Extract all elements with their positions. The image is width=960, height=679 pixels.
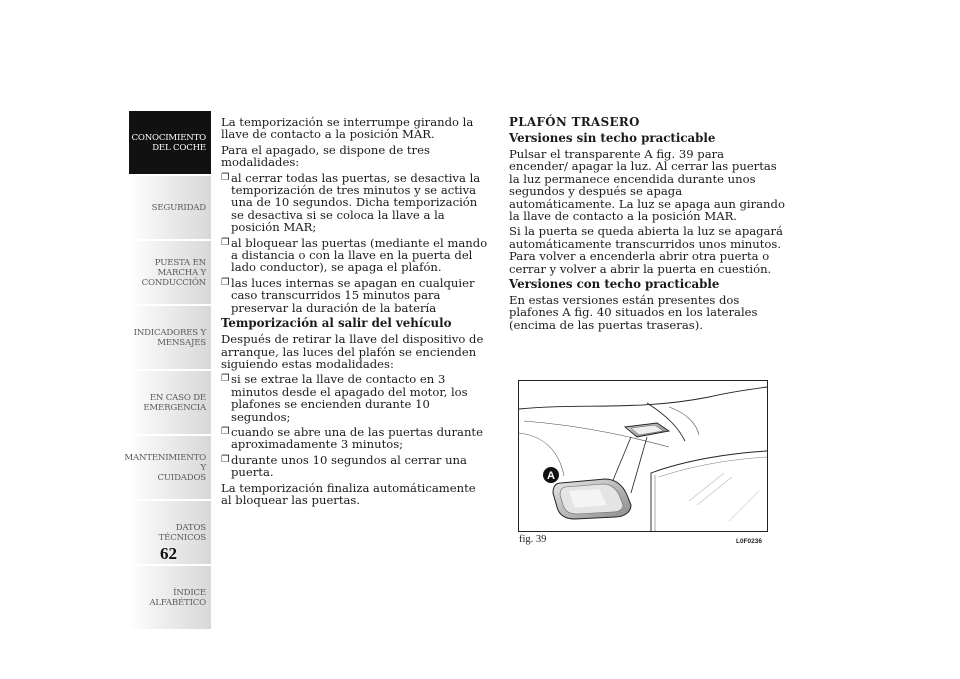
tab-mantenimiento-y-cuidados[interactable] [124,436,211,499]
bullet-item: ❐ las luces internas se apagan en cualquier caso transcurridos 15 minutos para preservar la duración de la batería [221,277,489,314]
left-column [221,116,489,509]
bullet-list [221,373,489,478]
paragraph: Pulsar el transparente A fig. 39 para encender/ apagar la luz. Al cerrar las puertas la luz permanece encendida durante unos segundos y después se apaga automáticamente. La luz se apaga aun girando la llave de contacto a la posición MAR. [509,147,785,224]
ceiling-light-illustration [519,381,767,531]
section-subheading: Versiones con techo practicable [509,277,720,292]
tab-label: SEGURIDAD [151,202,206,213]
right-column [509,116,785,334]
tab-label: PUESTA EN MARCHA Y CONDUCCIÓN [141,257,206,288]
callout-a-marker [543,467,559,483]
tab-label: EN CASO DE EMERGENCIA [143,392,206,413]
bullet-list [221,172,489,314]
page-number: 62 [160,544,177,563]
bullet-item: ❐ si se extrae la llave de contacto en 3 minutos desde el apagado del motor, los plafones se encienden durante 10 segundos; [221,373,489,423]
bullet-item: ❐ al bloquear las puertas (mediante el mando a distancia o con la llave en la puerta del lado conductor), se apaga el plafón. [221,237,489,274]
paragraph: Si la puerta se queda abierta la luz se apagará automáticamente transcurridos unos minutos. Para volver a encenderla abrir otra puerta o cerrar y volver a abrir la puerta en cuestión. [509,224,783,276]
tab-indicadores-y-mensajes[interactable] [129,306,211,369]
figure-code: L0F0236 [736,538,763,545]
ceiling-light-small [625,423,669,437]
tab-label: DATOS TÉCNICOS [158,522,206,543]
bullet-item: ❐ cuando se abre una de las puertas durante aproximadamente 3 minutos; [221,426,489,451]
tab-seguridad[interactable] [129,176,211,239]
tab-en-caso-de-emergencia[interactable] [129,371,211,434]
bullet-item: ❐ al cerrar todas las puertas, se desactiva la temporización de tres minutos y se activa una de 10 segundos. Dicha temporización se desactiva si se coloca la llave a la posición MAR; [221,172,489,234]
paragraph: En estas versiones están presentes dos plafones A fig. 40 situados en los laterales (encima de las puertas traseras). [509,293,758,332]
tab-indice-alfabetico[interactable] [129,566,211,629]
ceiling-light-lens-enlarged[interactable] [553,479,631,519]
paragraph: La temporización se interrumpe girando la llave de contacto a la posición MAR. [221,115,474,142]
section-heading: Temporización al salir del vehículo [221,316,452,331]
tab-label: INDICADORES Y MENSAJES [133,327,206,348]
bullet-item: ❐ durante unos 10 segundos al cerrar una puerta. [221,454,489,479]
figure-rear-ceiling-light [518,380,768,532]
tab-conocimiento-del-coche[interactable] [129,111,211,174]
tab-puesta-en-marcha[interactable] [129,241,211,304]
paragraph: Para el apagado, se dispone de tres modalidades: [221,142,430,170]
tab-label: MANTENIMIENTO Y CUIDADOS [124,452,206,483]
tab-label: CONOCIMIENTO DEL COCHE [131,132,206,153]
paragraph: La temporización finaliza automáticamente al bloquear las puertas. [221,480,476,507]
figure-caption: fig. 39 [519,534,547,545]
section-title: PLAFÓN TRASERO [509,115,640,129]
callout-a-label: A [547,470,555,482]
paragraph: Después de retirar la llave del dispositivo de arranque, las luces del plafón se encienden siguiendo estas modalidades: [221,332,484,371]
section-subheading: Versiones sin techo practicable [509,131,716,145]
tab-label: ÍNDICE ALFABÉTICO [149,587,206,608]
